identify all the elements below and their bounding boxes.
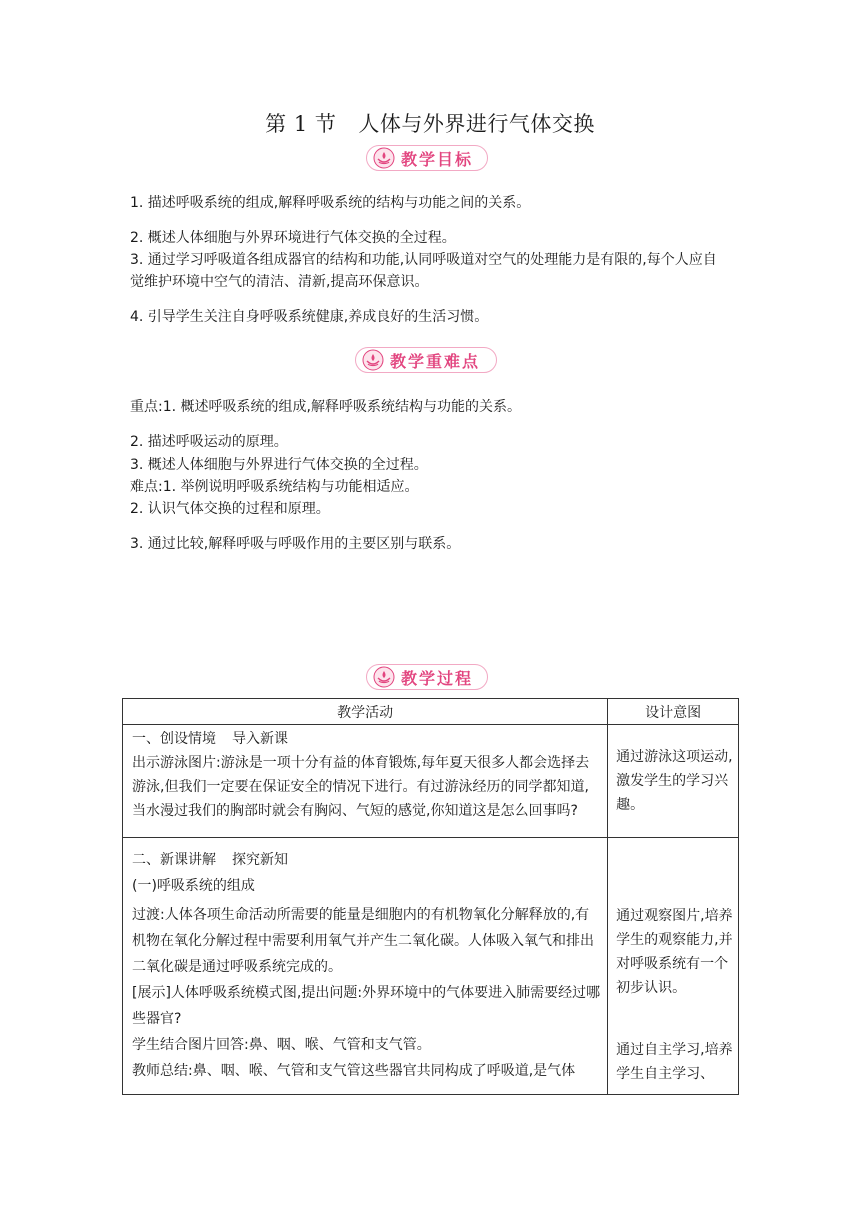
section-number: 第 1 节 bbox=[265, 112, 337, 136]
heading-part: 二、新课讲解 bbox=[132, 852, 216, 868]
keypoint-item-2: 2. 描述呼吸运动的原理。 bbox=[130, 434, 288, 450]
activity-text: 教师总结:鼻、咽、喉、气管和支气管这些器官共同构成了呼吸道,是气体 bbox=[132, 1063, 576, 1079]
heading-part: 一、创设情境 bbox=[132, 731, 216, 747]
row-heading bbox=[132, 848, 601, 872]
goal-item-2: 2. 概述人体细胞与外界环境进行气体交换的全过程。 bbox=[130, 230, 456, 246]
lotus-icon bbox=[373, 666, 395, 688]
activity-text: 出示游泳图片:游泳是一项十分有益的体育锻炼,每年夏天很多人都会选择去游泳,但我们一定要在保证安全的情况下进行。有过游泳经历的同学都知道,当水漫过我们的胸部时就会有胸闷、气短的感觉,你知道这是怎么回事吗? bbox=[132, 755, 590, 819]
difficulty-item-3: 3. 通过比较,解释呼吸与呼吸作用的主要区别与联系。 bbox=[130, 536, 461, 552]
intent-cell bbox=[608, 725, 739, 838]
table-row bbox=[123, 838, 739, 1095]
intent-cell bbox=[608, 838, 739, 1095]
intent-text: 通过自主学习,培养学生自主学习、 bbox=[616, 1042, 733, 1082]
activity-text: 过渡:人体各项生命活动所需要的能量是细胞内的有机物氧化分解释放的,有机物在氧化分解过程中需要利用氧气并产生二氧化碳。人体吸入氧气和排出二氧化碳是通过呼吸系统完成的。 bbox=[132, 907, 594, 975]
badge-teaching-goals bbox=[366, 145, 488, 171]
table-row bbox=[123, 725, 739, 838]
heading-part: 探究新知 bbox=[232, 852, 288, 868]
section-title: 人体与外界进行气体交换 bbox=[358, 112, 595, 136]
intent-text: 通过观察图片,培养学生的观察能力,并对呼吸系统有一个初步认识。 bbox=[616, 908, 733, 996]
activity-cell bbox=[123, 725, 608, 838]
row-heading bbox=[132, 727, 601, 751]
table-header-row bbox=[123, 699, 739, 725]
badge-teaching-process bbox=[366, 664, 488, 690]
activity-cell bbox=[123, 838, 608, 1095]
heading-part: 导入新课 bbox=[232, 731, 288, 747]
lotus-icon bbox=[362, 349, 384, 371]
difficulty-item-2: 2. 认识气体交换的过程和原理。 bbox=[130, 501, 330, 517]
intent-text: 通过游泳这项运动,激发学生的学习兴趣。 bbox=[616, 749, 733, 813]
keypoint-item-3: 3. 概述人体细胞与外界进行气体交换的全过程。 bbox=[130, 457, 428, 473]
badge-label: 教学目标 bbox=[401, 149, 474, 169]
goal-item-3: 3. 通过学习呼吸道各组成器官的结构和功能,认同呼吸道对空气的处理能力是有限的,每个人应自觉维护环境中空气的清洁、清新,提高环保意识。 bbox=[130, 252, 717, 290]
lotus-icon bbox=[373, 147, 395, 169]
badge-label: 教学过程 bbox=[401, 668, 474, 688]
activity-text: 学生结合图片回答:鼻、咽、喉、气管和支气管。 bbox=[132, 1037, 431, 1053]
process-table bbox=[122, 698, 739, 1095]
page-title bbox=[0, 108, 860, 138]
difficulty-item-1: 难点:1. 举例说明呼吸系统结构与功能相适应。 bbox=[130, 479, 419, 495]
header-activity: 教学活动 bbox=[123, 699, 608, 725]
activity-text: [展示]人体呼吸系统模式图,提出问题:外界环境中的气体要进入肺需要经过哪些器官? bbox=[132, 985, 601, 1027]
keypoint-item-1: 重点:1. 概述呼吸系统的组成,解释呼吸系统结构与功能的关系。 bbox=[130, 399, 521, 415]
subheading: (一)呼吸系统的组成 bbox=[132, 878, 255, 894]
badge-key-points bbox=[355, 347, 497, 373]
goal-item-1: 1. 描述呼吸系统的组成,解释呼吸系统的结构与功能之间的关系。 bbox=[130, 195, 531, 211]
badge-label: 教学重难点 bbox=[390, 351, 481, 371]
header-intent: 设计意图 bbox=[608, 699, 739, 725]
goal-item-4: 4. 引导学生关注自身呼吸系统健康,养成良好的生活习惯。 bbox=[130, 309, 489, 325]
